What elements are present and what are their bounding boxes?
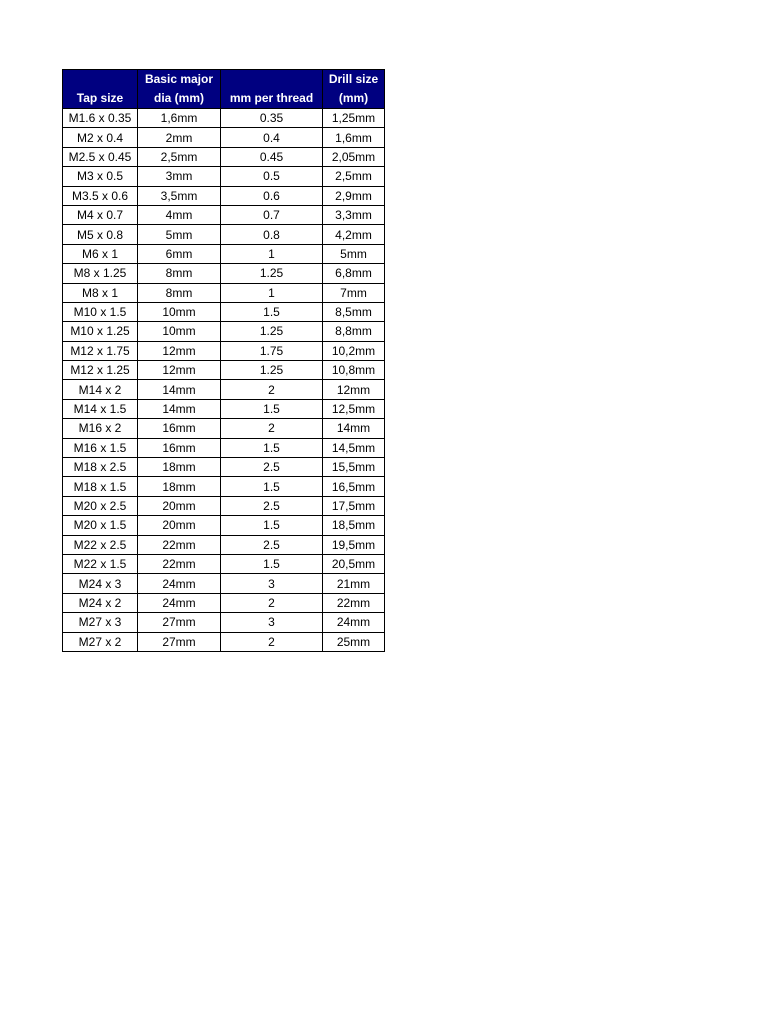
cell-drill-size: 10,8mm	[323, 361, 385, 380]
cell-drill-size: 10,2mm	[323, 341, 385, 360]
cell-mm-per-thread: 0.6	[221, 186, 323, 205]
table-row	[63, 283, 385, 302]
cell-drill-size: 12mm	[323, 380, 385, 399]
cell-drill-size: 1,25mm	[323, 109, 385, 128]
cell-mm-per-thread: 2	[221, 419, 323, 438]
table-row	[63, 554, 385, 573]
header-basic-major-dia: Basic major dia (mm)	[138, 70, 221, 109]
table-row	[63, 496, 385, 515]
cell-drill-size: 8,5mm	[323, 302, 385, 321]
cell-mm-per-thread: 0.8	[221, 225, 323, 244]
cell-drill-size: 7mm	[323, 283, 385, 302]
cell-basic-major-dia: 10mm	[138, 302, 221, 321]
cell-basic-major-dia: 2mm	[138, 128, 221, 147]
cell-tap-size: M22 x 2.5	[63, 535, 138, 554]
table-row	[63, 574, 385, 593]
header-row	[63, 70, 385, 109]
cell-mm-per-thread: 0.7	[221, 205, 323, 224]
cell-basic-major-dia: 2,5mm	[138, 147, 221, 166]
cell-tap-size: M8 x 1.25	[63, 264, 138, 283]
cell-drill-size: 14,5mm	[323, 438, 385, 457]
cell-drill-size: 1,6mm	[323, 128, 385, 147]
cell-basic-major-dia: 14mm	[138, 380, 221, 399]
cell-mm-per-thread: 1.25	[221, 361, 323, 380]
cell-basic-major-dia: 12mm	[138, 341, 221, 360]
header-tap-size: Tap size	[63, 70, 138, 109]
cell-tap-size: M20 x 1.5	[63, 516, 138, 535]
cell-tap-size: M2 x 0.4	[63, 128, 138, 147]
cell-tap-size: M12 x 1.25	[63, 361, 138, 380]
cell-basic-major-dia: 6mm	[138, 244, 221, 263]
cell-drill-size: 15,5mm	[323, 458, 385, 477]
cell-mm-per-thread: 1.5	[221, 477, 323, 496]
table-row	[63, 477, 385, 496]
cell-basic-major-dia: 24mm	[138, 593, 221, 612]
header-drill-size: Drill size (mm)	[323, 70, 385, 109]
cell-mm-per-thread: 1.5	[221, 302, 323, 321]
table-row	[63, 225, 385, 244]
cell-basic-major-dia: 18mm	[138, 477, 221, 496]
cell-drill-size: 2,05mm	[323, 147, 385, 166]
table-row	[63, 380, 385, 399]
table-row	[63, 264, 385, 283]
table-row	[63, 167, 385, 186]
cell-mm-per-thread: 0.4	[221, 128, 323, 147]
cell-basic-major-dia: 27mm	[138, 613, 221, 632]
table-row	[63, 109, 385, 128]
cell-mm-per-thread: 1.5	[221, 554, 323, 573]
cell-basic-major-dia: 8mm	[138, 264, 221, 283]
cell-tap-size: M18 x 2.5	[63, 458, 138, 477]
cell-drill-size: 2,5mm	[323, 167, 385, 186]
table-row	[63, 632, 385, 651]
cell-tap-size: M5 x 0.8	[63, 225, 138, 244]
cell-drill-size: 8,8mm	[323, 322, 385, 341]
table-row	[63, 128, 385, 147]
cell-basic-major-dia: 22mm	[138, 554, 221, 573]
cell-tap-size: M27 x 3	[63, 613, 138, 632]
cell-mm-per-thread: 0.35	[221, 109, 323, 128]
cell-mm-per-thread: 2	[221, 380, 323, 399]
cell-tap-size: M14 x 1.5	[63, 399, 138, 418]
table-row	[63, 458, 385, 477]
cell-tap-size: M12 x 1.75	[63, 341, 138, 360]
cell-tap-size: M2.5 x 0.45	[63, 147, 138, 166]
cell-drill-size: 6,8mm	[323, 264, 385, 283]
cell-mm-per-thread: 3	[221, 574, 323, 593]
cell-drill-size: 2,9mm	[323, 186, 385, 205]
cell-tap-size: M16 x 1.5	[63, 438, 138, 457]
cell-mm-per-thread: 1.5	[221, 516, 323, 535]
cell-drill-size: 19,5mm	[323, 535, 385, 554]
table-row	[63, 613, 385, 632]
cell-mm-per-thread: 1.25	[221, 264, 323, 283]
cell-drill-size: 25mm	[323, 632, 385, 651]
cell-basic-major-dia: 8mm	[138, 283, 221, 302]
cell-tap-size: M6 x 1	[63, 244, 138, 263]
cell-drill-size: 12,5mm	[323, 399, 385, 418]
table-row	[63, 322, 385, 341]
table-row	[63, 535, 385, 554]
cell-drill-size: 3,3mm	[323, 205, 385, 224]
table-row	[63, 399, 385, 418]
cell-tap-size: M16 x 2	[63, 419, 138, 438]
cell-tap-size: M10 x 1.5	[63, 302, 138, 321]
cell-tap-size: M10 x 1.25	[63, 322, 138, 341]
cell-drill-size: 21mm	[323, 574, 385, 593]
cell-tap-size: M14 x 2	[63, 380, 138, 399]
cell-mm-per-thread: 1.5	[221, 399, 323, 418]
cell-mm-per-thread: 3	[221, 613, 323, 632]
table-row	[63, 361, 385, 380]
cell-tap-size: M20 x 2.5	[63, 496, 138, 515]
cell-tap-size: M1.6 x 0.35	[63, 109, 138, 128]
cell-basic-major-dia: 10mm	[138, 322, 221, 341]
cell-basic-major-dia: 18mm	[138, 458, 221, 477]
table-row	[63, 516, 385, 535]
table-row	[63, 302, 385, 321]
cell-basic-major-dia: 16mm	[138, 419, 221, 438]
cell-drill-size: 16,5mm	[323, 477, 385, 496]
table-body	[63, 109, 385, 652]
cell-tap-size: M8 x 1	[63, 283, 138, 302]
cell-mm-per-thread: 0.45	[221, 147, 323, 166]
table-row	[63, 341, 385, 360]
cell-basic-major-dia: 27mm	[138, 632, 221, 651]
cell-basic-major-dia: 4mm	[138, 205, 221, 224]
cell-mm-per-thread: 2.5	[221, 535, 323, 554]
tap-drill-sheet	[62, 69, 385, 652]
header-mm-per-thread: mm per thread	[221, 70, 323, 109]
cell-mm-per-thread: 1.5	[221, 438, 323, 457]
cell-mm-per-thread: 1.75	[221, 341, 323, 360]
cell-tap-size: M18 x 1.5	[63, 477, 138, 496]
table-row	[63, 244, 385, 263]
cell-basic-major-dia: 14mm	[138, 399, 221, 418]
table-row	[63, 186, 385, 205]
cell-drill-size: 22mm	[323, 593, 385, 612]
table-header	[63, 70, 385, 109]
cell-tap-size: M4 x 0.7	[63, 205, 138, 224]
cell-mm-per-thread: 0.5	[221, 167, 323, 186]
cell-drill-size: 4,2mm	[323, 225, 385, 244]
tap-drill-table	[62, 69, 385, 652]
cell-basic-major-dia: 12mm	[138, 361, 221, 380]
table-row	[63, 147, 385, 166]
table-row	[63, 593, 385, 612]
cell-tap-size: M22 x 1.5	[63, 554, 138, 573]
cell-tap-size: M24 x 2	[63, 593, 138, 612]
table-row	[63, 438, 385, 457]
cell-basic-major-dia: 22mm	[138, 535, 221, 554]
cell-basic-major-dia: 3,5mm	[138, 186, 221, 205]
cell-basic-major-dia: 16mm	[138, 438, 221, 457]
cell-basic-major-dia: 24mm	[138, 574, 221, 593]
cell-tap-size: M3 x 0.5	[63, 167, 138, 186]
cell-drill-size: 5mm	[323, 244, 385, 263]
cell-basic-major-dia: 5mm	[138, 225, 221, 244]
cell-mm-per-thread: 2	[221, 632, 323, 651]
cell-tap-size: M27 x 2	[63, 632, 138, 651]
cell-tap-size: M24 x 3	[63, 574, 138, 593]
cell-basic-major-dia: 3mm	[138, 167, 221, 186]
cell-drill-size: 14mm	[323, 419, 385, 438]
cell-mm-per-thread: 1	[221, 244, 323, 263]
cell-mm-per-thread: 2.5	[221, 496, 323, 515]
cell-mm-per-thread: 2	[221, 593, 323, 612]
cell-mm-per-thread: 1.25	[221, 322, 323, 341]
cell-drill-size: 24mm	[323, 613, 385, 632]
cell-drill-size: 18,5mm	[323, 516, 385, 535]
cell-drill-size: 20,5mm	[323, 554, 385, 573]
cell-basic-major-dia: 20mm	[138, 496, 221, 515]
cell-drill-size: 17,5mm	[323, 496, 385, 515]
cell-tap-size: M3.5 x 0.6	[63, 186, 138, 205]
table-row	[63, 419, 385, 438]
cell-basic-major-dia: 20mm	[138, 516, 221, 535]
cell-basic-major-dia: 1,6mm	[138, 109, 221, 128]
cell-mm-per-thread: 2.5	[221, 458, 323, 477]
cell-mm-per-thread: 1	[221, 283, 323, 302]
table-row	[63, 205, 385, 224]
